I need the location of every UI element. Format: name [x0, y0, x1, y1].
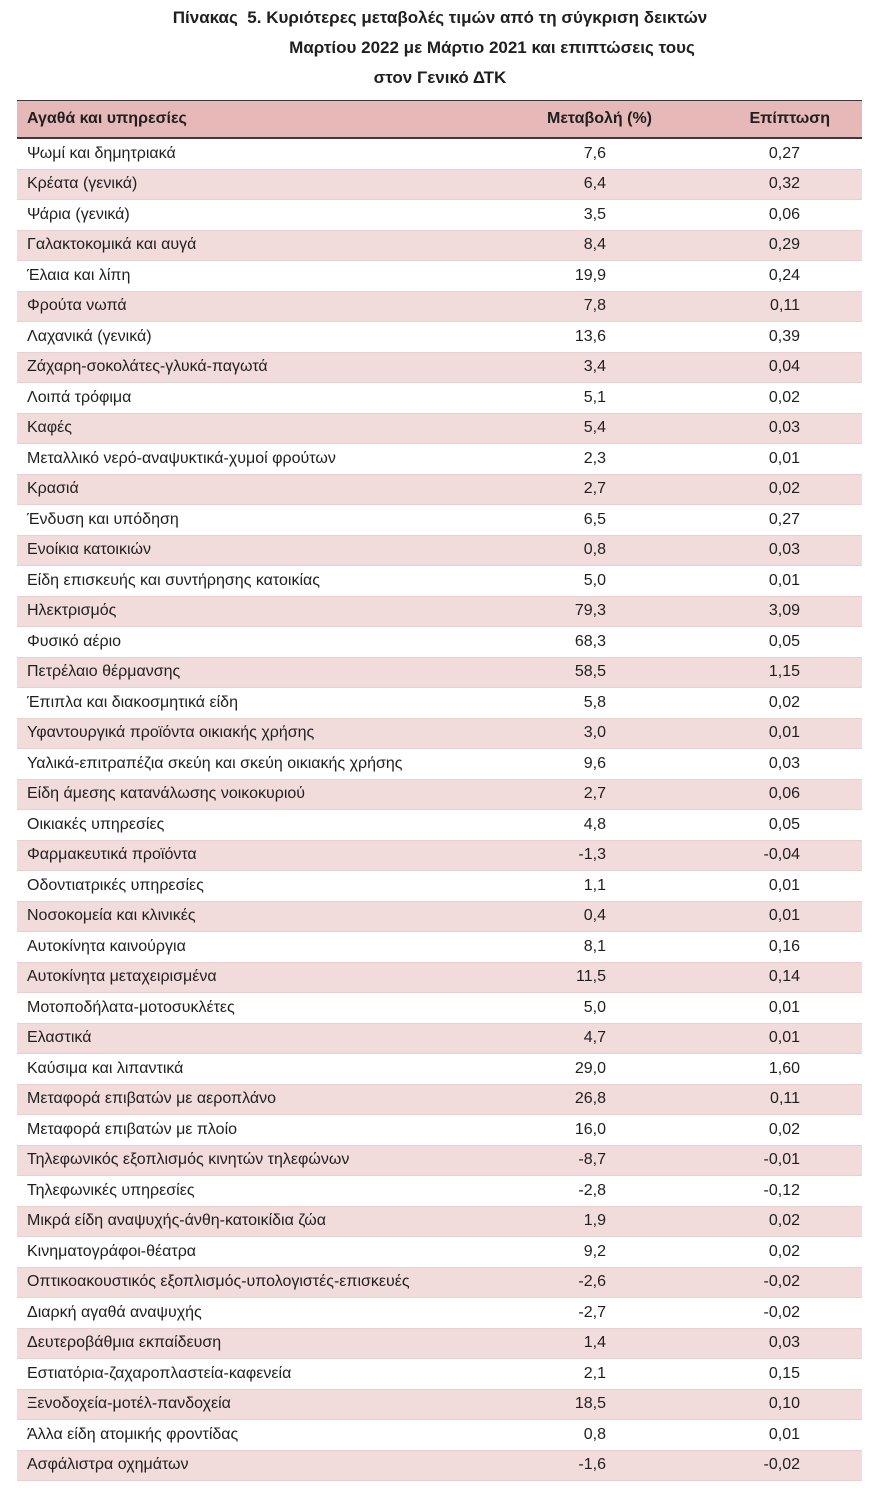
- table-row: [17, 566, 862, 597]
- table-row: [17, 932, 862, 963]
- impact-value: 0,03: [768, 541, 800, 559]
- change-value: 11,5: [576, 968, 606, 986]
- item-name: Καύσιμα και λιπαντικά: [27, 1059, 184, 1077]
- impact-value: 0,15: [768, 1364, 800, 1382]
- change-value: 5,8: [583, 693, 606, 711]
- item-name: Λαχανικά (γενικά): [27, 327, 152, 345]
- impact-value: 0,01: [768, 449, 800, 467]
- table-row: [17, 505, 862, 536]
- table-row: [17, 353, 862, 384]
- table-title-line-3: στον Γενικό ΔΤΚ: [373, 68, 507, 87]
- item-name: Καφές: [27, 419, 72, 437]
- impact-value: 0,24: [768, 266, 800, 284]
- change-value: 2,3: [583, 449, 606, 467]
- item-name: Μικρά είδη αναψυχής-άνθη-κατοικίδια ζώα: [27, 1212, 327, 1230]
- item-name: Ψάρια (γενικά): [27, 205, 130, 223]
- change-value: 3,4: [583, 358, 606, 376]
- table-row: [17, 444, 862, 475]
- item-name: Τηλεφωνικός εξοπλισμός κινητών τηλεφώνων: [27, 1151, 350, 1169]
- change-value: 8,4: [583, 236, 606, 254]
- impact-value: 0,02: [768, 480, 800, 498]
- change-value: 6,5: [583, 510, 606, 528]
- table-row: [17, 1146, 862, 1177]
- item-name: Ενοίκια κατοικιών: [27, 541, 152, 559]
- change-value: 4,8: [583, 815, 606, 833]
- impact-value: 0,06: [768, 205, 800, 223]
- item-name: Υαλικά-επιτραπέζια σκεύη και σκεύη οικιακής χρήσης: [27, 754, 403, 772]
- item-name: Εστιατόρια-ζαχαροπλαστεία-καφενεία: [27, 1364, 292, 1382]
- table-title: [0, 3, 880, 93]
- change-value: 0,8: [583, 1425, 606, 1443]
- change-value: 29,0: [574, 1059, 606, 1077]
- table-body: [17, 139, 862, 1481]
- item-name: Έπιπλα και διακοσμητικά είδη: [27, 693, 238, 711]
- item-name: Οδοντιατρικές υπηρεσίες: [27, 876, 204, 894]
- change-value: 1,4: [583, 1334, 606, 1352]
- table-row: [17, 475, 862, 506]
- impact-value: 0,11: [770, 1090, 800, 1108]
- table-row: [17, 170, 862, 201]
- table-row: [17, 841, 862, 872]
- change-value: 6,4: [583, 175, 606, 193]
- table-row: [17, 810, 862, 841]
- table-row: [17, 322, 862, 353]
- table-row: [17, 261, 862, 292]
- change-value: 5,4: [583, 419, 606, 437]
- item-name: Μοτοποδήλατα-μοτοσυκλέτες: [27, 998, 235, 1016]
- impact-value: 0,01: [768, 571, 800, 589]
- table-row: [17, 963, 862, 994]
- change-value: 79,3: [574, 602, 606, 620]
- impact-value: 0,02: [768, 1120, 800, 1138]
- impact-value: 0,01: [768, 907, 800, 925]
- table-row: [17, 1390, 862, 1421]
- item-name: Αυτοκίνητα καινούργια: [27, 937, 186, 955]
- change-value: 5,1: [583, 388, 606, 406]
- impact-value: 0,29: [768, 236, 800, 254]
- impact-value: 0,01: [768, 998, 800, 1016]
- impact-value: 3,09: [768, 602, 800, 620]
- item-name: Ελαστικά: [27, 1029, 92, 1047]
- impact-value: 0,16: [768, 937, 800, 955]
- table-row: [17, 871, 862, 902]
- table-row: [17, 1451, 862, 1482]
- table-row: [17, 719, 862, 750]
- impact-value: 0,02: [768, 693, 800, 711]
- impact-value: 0,02: [768, 1212, 800, 1230]
- impact-value: 0,14: [768, 968, 800, 986]
- item-name: Άλλα είδη ατομικής φροντίδας: [27, 1425, 239, 1443]
- change-value: 0,8: [583, 541, 606, 559]
- change-value: 2,7: [583, 480, 606, 498]
- impact-value: -0,12: [763, 1181, 800, 1199]
- impact-value: 0,01: [768, 1029, 800, 1047]
- item-name: Ασφάλιστρα οχημάτων: [27, 1456, 189, 1474]
- change-value: 5,0: [583, 571, 606, 589]
- table-row: [17, 1085, 862, 1116]
- item-name: Έλαια και λίπη: [27, 266, 131, 284]
- impact-value: 0,05: [768, 632, 800, 650]
- change-value: 8,1: [583, 937, 606, 955]
- impact-value: 0,39: [768, 327, 800, 345]
- table-row: [17, 1115, 862, 1146]
- change-value: 2,7: [583, 785, 606, 803]
- change-value: 7,8: [583, 297, 606, 315]
- table-row: [17, 414, 862, 445]
- change-value: 5,0: [583, 998, 606, 1016]
- table-row: [17, 688, 862, 719]
- table-row: [17, 1176, 862, 1207]
- table-row: [17, 749, 862, 780]
- change-value: 7,6: [583, 144, 606, 162]
- impact-value: 0,01: [768, 876, 800, 894]
- impact-value: 0,01: [768, 1425, 800, 1443]
- change-value: -2,7: [578, 1303, 606, 1321]
- impact-value: 0,01: [768, 724, 800, 742]
- table-row: [17, 1298, 862, 1329]
- impact-value: 0,11: [770, 297, 800, 315]
- table-row: [17, 383, 862, 414]
- table-row: [17, 993, 862, 1024]
- change-value: 58,5: [574, 663, 606, 681]
- change-value: -1,6: [578, 1456, 606, 1474]
- item-name: Πετρέλαιο θέρμανσης: [27, 663, 181, 681]
- item-name: Είδη επισκευής και συντήρησης κατοικίας: [27, 571, 320, 589]
- impact-value: 0,10: [768, 1395, 800, 1413]
- change-value: 3,5: [583, 205, 606, 223]
- item-name: Οικιακές υπηρεσίες: [27, 815, 165, 833]
- item-name: Φυσικό αέριο: [27, 632, 122, 650]
- item-name: Υφαντουργικά προϊόντα οικιακής χρήσης: [27, 724, 315, 742]
- item-name: Οπτικοακουστικός εξοπλισμός-υπολογιστές-επισκευές: [27, 1273, 410, 1291]
- table-row: [17, 658, 862, 689]
- impact-value: 1,15: [768, 663, 800, 681]
- change-value: -8,7: [578, 1151, 606, 1169]
- item-name: Δευτεροβάθμια εκπαίδευση: [27, 1334, 222, 1352]
- change-value: 9,6: [583, 754, 606, 772]
- change-value: 9,2: [583, 1242, 606, 1260]
- change-value: 1,9: [583, 1212, 606, 1230]
- impact-value: 1,60: [768, 1059, 800, 1077]
- table-row: [17, 139, 862, 170]
- item-name: Ένδυση και υπόδηση: [27, 510, 179, 528]
- change-value: 18,5: [574, 1395, 606, 1413]
- table-row: [17, 1268, 862, 1299]
- change-value: 16,0: [574, 1120, 606, 1138]
- item-name: Νοσοκομεία και κλινικές: [27, 907, 196, 925]
- column-header-change: Μεταβολή (%): [547, 110, 652, 127]
- change-value: 26,8: [574, 1090, 606, 1108]
- impact-value: -0,02: [763, 1273, 800, 1291]
- impact-value: -0,01: [763, 1151, 800, 1169]
- impact-value: 0,06: [768, 785, 800, 803]
- change-value: 68,3: [574, 632, 606, 650]
- table-row: [17, 1420, 862, 1451]
- item-name: Φαρμακευτικά προϊόντα: [27, 846, 197, 864]
- item-name: Ξενοδοχεία-μοτέλ-πανδοχεία: [27, 1395, 231, 1413]
- impact-value: 0,02: [768, 1242, 800, 1260]
- table-row: [17, 1329, 862, 1360]
- change-value: 4,7: [583, 1029, 606, 1047]
- change-value: 13,6: [574, 327, 606, 345]
- item-name: Αυτοκίνητα μεταχειρισμένα: [27, 968, 217, 986]
- item-name: Μεταφορά επιβατών με πλοίο: [27, 1120, 238, 1138]
- change-value: 1,1: [583, 876, 606, 894]
- table-row: [17, 1359, 862, 1390]
- item-name: Είδη άμεσης κατανάλωσης νοικοκυριού: [27, 785, 306, 803]
- impact-value: 0,05: [768, 815, 800, 833]
- table-row: [17, 1207, 862, 1238]
- item-name: Ψωμί και δημητριακά: [27, 144, 176, 162]
- impact-value: 0,04: [768, 358, 800, 376]
- change-value: 19,9: [574, 266, 606, 284]
- change-value: -1,3: [578, 846, 606, 864]
- table-row: [17, 1054, 862, 1085]
- impact-value: 0,03: [768, 754, 800, 772]
- column-header-impact: Επίπτωση: [749, 110, 830, 127]
- column-header-item: Αγαθά και υπηρεσίες: [27, 110, 187, 127]
- item-name: Μεταλλικό νερό-αναψυκτικά-χυμοί φρούτων: [27, 449, 336, 467]
- item-name: Ζάχαρη-σοκολάτες-γλυκά-παγωτά: [27, 358, 268, 376]
- price-changes-table: [17, 100, 862, 1481]
- table-row: [17, 1024, 862, 1055]
- change-value: 3,0: [583, 724, 606, 742]
- item-name: Μεταφορά επιβατών με αεροπλάνο: [27, 1090, 276, 1108]
- impact-value: 0,32: [768, 175, 800, 193]
- table-title-line-2: Μαρτίου 2022 με Μάρτιο 2021 και επιπτώσεις τους: [289, 38, 695, 57]
- item-name: Ηλεκτρισμός: [27, 602, 117, 620]
- item-name: Φρούτα νωπά: [27, 297, 127, 315]
- change-value: 0,4: [583, 907, 606, 925]
- impact-value: 0,27: [768, 144, 800, 162]
- table-row: [17, 200, 862, 231]
- header-row: [17, 100, 862, 139]
- item-name: Κρασιά: [27, 480, 79, 498]
- item-name: Κρέατα (γενικά): [27, 175, 138, 193]
- table-row: [17, 597, 862, 628]
- table-row: [17, 780, 862, 811]
- item-name: Τηλεφωνικές υπηρεσίες: [27, 1181, 195, 1199]
- table-row: [17, 292, 862, 323]
- item-name: Κινηματογράφοι-θέατρα: [27, 1242, 197, 1260]
- table-title-line-1: Πίνακας 5. Κυριότερες μεταβολές τιμών από τη σύγκριση δεικτών: [172, 8, 708, 27]
- impact-value: 0,27: [768, 510, 800, 528]
- impact-value: -0,02: [763, 1303, 800, 1321]
- change-value: 2,1: [583, 1364, 606, 1382]
- item-name: Γαλακτοκομικά και αυγά: [27, 236, 197, 254]
- impact-value: 0,02: [768, 388, 800, 406]
- item-name: Λοιπά τρόφιμα: [27, 388, 132, 406]
- table-row: [17, 627, 862, 658]
- table-row: [17, 536, 862, 567]
- impact-value: -0,04: [763, 846, 800, 864]
- change-value: -2,6: [578, 1273, 606, 1291]
- table-row: [17, 231, 862, 262]
- change-value: -2,8: [578, 1181, 606, 1199]
- item-name: Διαρκή αγαθά αναψυχής: [27, 1303, 202, 1321]
- table-row: [17, 1237, 862, 1268]
- impact-value: 0,03: [768, 419, 800, 437]
- impact-value: 0,03: [768, 1334, 800, 1352]
- table-row: [17, 902, 862, 933]
- impact-value: -0,02: [763, 1456, 800, 1474]
